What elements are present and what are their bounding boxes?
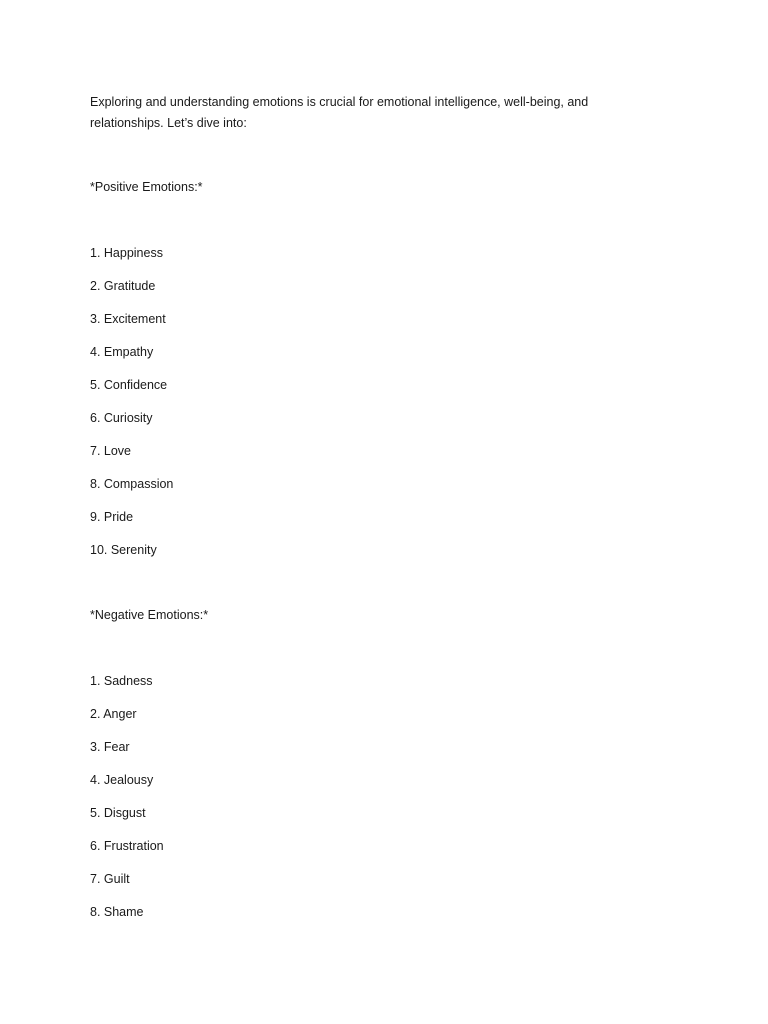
negative-emotions-list (90, 672, 164, 936)
list-item: 9. Pride (90, 510, 134, 524)
list-item: 8. Shame (90, 905, 144, 919)
list-item: 5. Disgust (90, 806, 146, 820)
list-item: 6. Curiosity (90, 411, 153, 425)
list-item: 8. Compassion (90, 477, 174, 491)
list-item: 3. Fear (90, 740, 130, 754)
negative-emotions-heading: *Negative Emotions:* (90, 608, 209, 622)
list-item: 6. Frustration (90, 839, 164, 853)
list-item: 7. Love (90, 444, 132, 458)
list-item: 2. Gratitude (90, 279, 156, 293)
list-item: 1. Happiness (90, 246, 163, 260)
list-item: 1. Sadness (90, 674, 153, 688)
positive-emotions-heading: *Positive Emotions:* (90, 180, 203, 194)
list-item: 4. Empathy (90, 345, 154, 359)
list-item: 3. Excitement (90, 312, 166, 326)
positive-emotions-list (90, 244, 173, 574)
list-item: 5. Confidence (90, 378, 168, 392)
list-item: 4. Jealousy (90, 773, 154, 787)
list-item: 7. Guilt (90, 872, 130, 886)
list-item: 2. Anger (90, 707, 137, 721)
intro-paragraph: Exploring and understanding emotions is crucial for emotional intelligence, well-being, and relationships. Let’s dive into: (90, 95, 589, 130)
list-item: 10. Serenity (90, 543, 157, 557)
